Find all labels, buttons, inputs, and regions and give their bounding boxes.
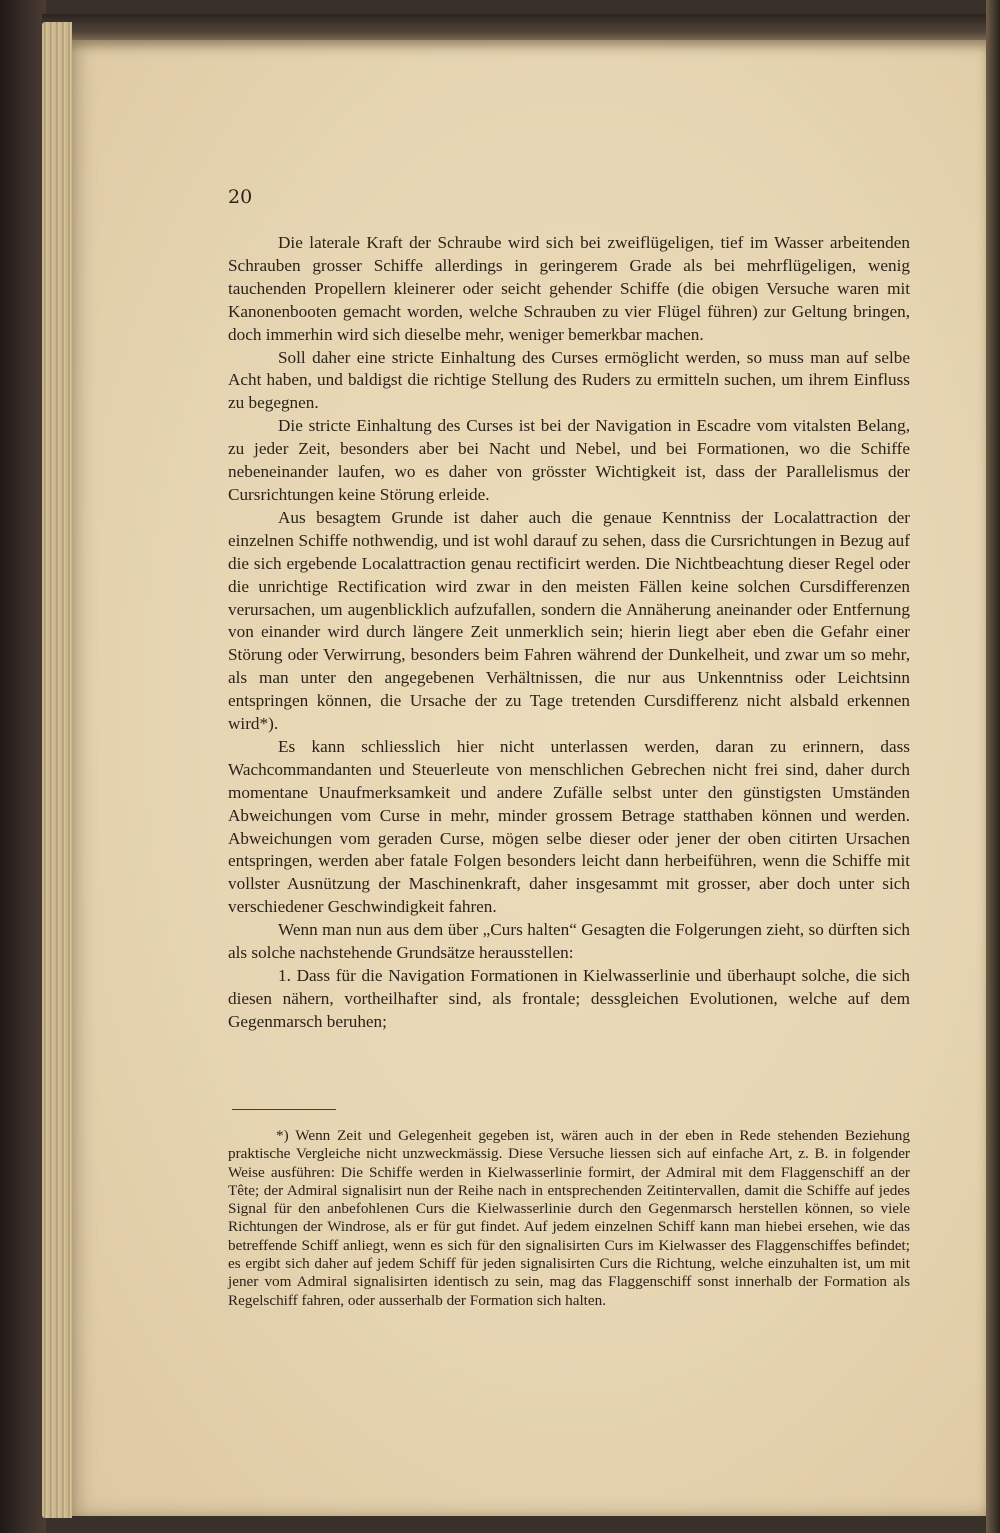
paragraph: Die laterale Kraft der Schraube wird sich bei zweiflügeligen, tief im Wasser arbeitenden Schrauben grosser Schiffe allerdings in geringerem Grade als bei mehrflügeligen, wenig tauchenden Propellern kleinerer oder seicht gehender Schiffe (die obigen Versuche waren mit Kanonenbooten gemacht worden, welche Schrauben zu vier Flügel führen) zur Geltung bringen, doch immerhin wird sich dieselbe mehr, weniger bemerkbar machen. xyxy=(228,233,910,344)
page-number: 20 xyxy=(228,186,253,208)
paragraph: Soll daher eine stricte Einhaltung des Curses ermöglicht werden, so muss man auf selbe Acht haben, und baldigst die richtige Stellung des Ruders zu ermitteln suchen, um ihrem Einfluss zu begegnen. xyxy=(228,347,910,413)
footnote-divider xyxy=(232,1109,336,1110)
paragraph: Es kann schliesslich hier nicht unterlassen werden, daran zu erinnern, dass Wachcommandanten und Steuerleute von menschlichen Gebrechen nicht frei sind, daher durch momentane Unaufmerksamkeit und andere Zufälle selbst unter den günstigsten Umständen Abweichungen vom Curse in mehr, minder grossem Betrage statthaben können und werden. Abweichungen vom geraden Curse, mögen selbe dieser oder jener der oben citirten Ursachen entspringen, werden aber fatale Folgen besonders leicht dann herbeiführen, wenn die Schiffe mit vollster Ausnützung der Maschinenkraft, daher insgesammt mit grosser, aber doch unter sich verschiedener Geschwindigkeit fahren. xyxy=(228,736,910,917)
paragraph: 1. Dass für die Navigation Formationen in Kielwasserlinie und überhaupt solche, die sich diesen nähern, vortheilhafter sind, als frontale; dessgleichen Evolutionen, welche auf dem Gegenmarsch beruhen; xyxy=(228,966,910,1031)
paragraph: Die stricte Einhaltung des Curses ist bei der Navigation in Escadre vom vitalsten Belang, zu jeder Zeit, besonders aber bei Nacht und Nebel, und bei Formationen, wo die Schiffe nebeneinander laufen, wo es daher von grösster Wichtigkeit ist, dass der Parallelismus der Cursrichtungen keine Störung erleide. xyxy=(228,416,910,504)
footnote-text: *) Wenn Zeit und Gelegenheit gegeben ist, wären auch in der eben in Rede stehenden Beziehung praktische Vergleiche nicht unzweckmässig. Diese Versuche liessen sich auf einfache Art, z. B. in folgender Weise ausführen: Die Schiffe werden in Kielwasserlinie formirt, der Admiral mit dem Flaggenschiff an der Tête; der Admiral signalisirt nun der Reihe nach in entsprechenden Zeitintervallen, damit die Schiffe auf jedes Signal für den anbefohlenen Curs die Kielwasserlinie durch den Gegenmarsch herstellen können, so viele Richtungen der Windrose, als er für gut findet. Auf jedem einzelnen Schiff kann man hiebei ersehen, wie das betreffende Schiff anliegt, wenn es sich für den signalisirten Curs im Kielwasser des Flaggenschiffes befindet; es ergibt sich daher auf jedem Schiff für jeden signalisirten Curs die Richtung, welche einzuhalten ist, um mit jener vom Admiral signalisirten identisch zu sein, mag das Flaggenschiff sonst innerhalb der Formation als Regelschiff fahren, oder ausserhalb der Formation sich halten. xyxy=(228,1127,910,1309)
paragraph: Wenn man nun aus dem über „Curs halten“ Gesagten die Folgerungen zieht, so dürften sich als solche nachstehende Grundsätze herausstellen: xyxy=(228,920,910,963)
paragraph: Aus besagtem Grunde ist daher auch die genaue Kenntniss der Localattraction der einzelnen Schiffe nothwendig, und ist wohl darauf zu sehen, dass die Cursrichtungen in Bezug auf die sich ergebende Localattraction genau rectificirt werden. Die Nichtbeachtung dieser Regel oder die unrichtige Rectification wird zwar in den meisten Fällen keine solchen Cursdifferenzen verursachen, um augenblicklich aufzufallen, sondern die Annäherung aneinander oder Entfernung von einander wird durch längere Zeit unmerklich sein; hierin liegt aber eben die Gefahr einer Störung oder Verwirrung, besonders beim Fahren während der Dunkelheit, und zwar um so mehr, als man unter den angegebenen Verhältnissen, die nur aus Unkenntniss oder Leichtsinn entspringen können, die Ursache der zu Tage tretenden Cursdifferenz nicht alsbald erkennen wird*). xyxy=(228,507,910,734)
page-stack-edge xyxy=(42,22,72,1518)
book-cover-edge xyxy=(0,0,46,1533)
book-right-edge xyxy=(986,0,1000,1533)
main-text-block xyxy=(228,232,910,1034)
footnote-block xyxy=(228,1127,910,1310)
